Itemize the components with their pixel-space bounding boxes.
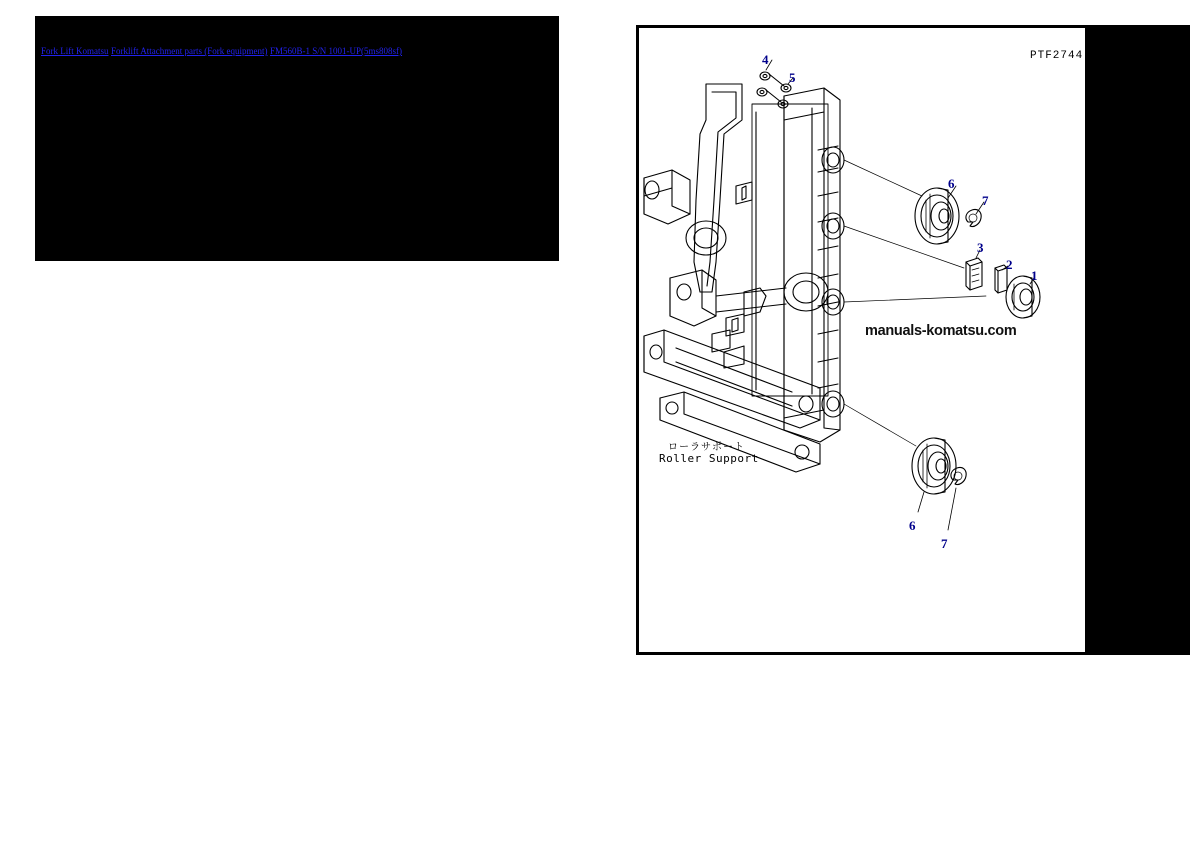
caption-english: Roller Support [659,452,759,465]
callout-1: 1 [1031,268,1038,283]
callout-2: 2 [1006,257,1013,272]
breadcrumb-link-2[interactable]: Forklift Attachment parts (Fork equipment) [111,46,268,56]
bottom-black-strip [636,652,1090,655]
callout-7-lower: 7 [941,536,948,551]
breadcrumb-link-1[interactable]: Fork Lift Komatsu [41,46,109,56]
watermark-text: manuals-komatsu.com [865,323,1017,339]
caption-japanese: ローラサポート [668,442,745,453]
breadcrumb-panel [35,16,559,261]
callout-4-top: 4 [762,52,769,67]
callout-3: 3 [977,240,984,255]
callout-7-upper: 7 [982,193,989,208]
drawing-code: PTF2744 [1030,50,1084,62]
callout-6-lower: 6 [909,518,916,533]
right-black-band [1085,25,1190,655]
diagram-panel [636,25,1091,655]
breadcrumb [41,46,553,57]
callout-6-upper: 6 [948,176,955,191]
callout-5-top: 5 [789,70,796,85]
breadcrumb-link-3[interactable]: FM560B-1 S/N 1001-UP(5ms808sf) [270,46,403,56]
